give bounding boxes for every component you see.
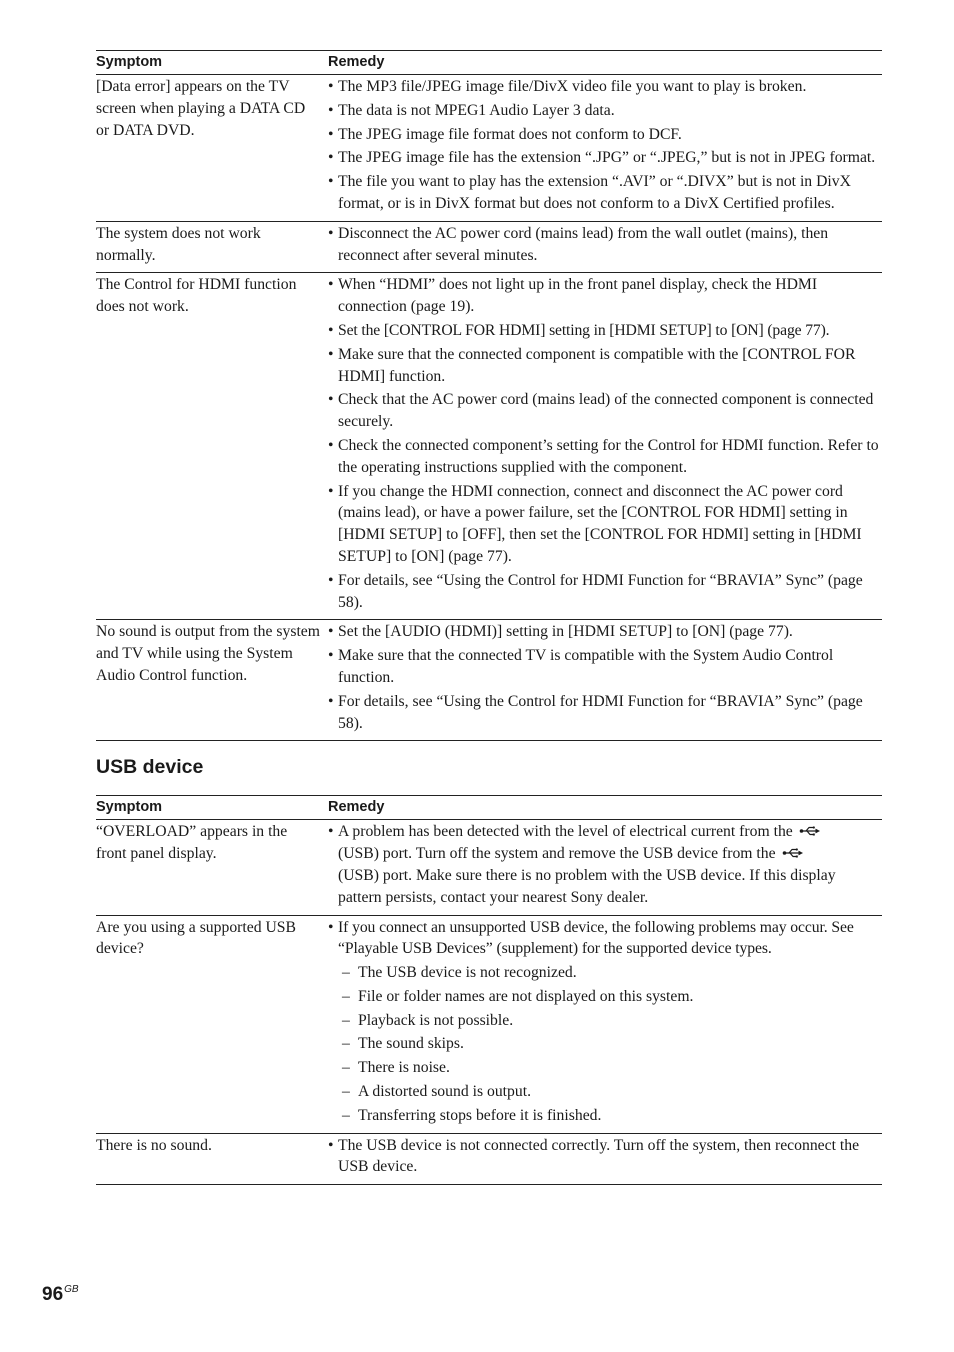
usb-icon bbox=[799, 825, 821, 837]
remedy-list bbox=[328, 76, 882, 215]
problem-item: – Transferring stops before it is finished. bbox=[328, 1105, 882, 1127]
remedy-item: • The data is not MPEG1 Audio Layer 3 data. bbox=[328, 100, 882, 122]
remedy-item: • Set the [AUDIO (HDMI)] setting in [HDMI SETUP] to [ON] (page 77). bbox=[328, 621, 882, 643]
table-row bbox=[96, 221, 882, 273]
page-number-value: 96 bbox=[42, 1284, 64, 1305]
remedy-item: • Check the connected component’s setting for the Control for HDMI function. Refer to the operating instructions supplied with the component. bbox=[328, 435, 882, 479]
symptom-cell: There is no sound. bbox=[96, 1133, 328, 1185]
remedy-item: • Set the [CONTROL FOR HDMI] setting in [HDMI SETUP] to [ON] (page 77). bbox=[328, 320, 882, 342]
symptom-cell: “OVERLOAD” appears in the front panel display. bbox=[96, 820, 328, 915]
problem-item: – The USB device is not recognized. bbox=[328, 962, 882, 984]
remedy-cell bbox=[328, 1133, 882, 1185]
table-row bbox=[96, 915, 882, 1133]
problem-item: – Playback is not possible. bbox=[328, 1010, 882, 1032]
remedy-item: • The USB device is not connected correctly. Turn off the system, then reconnect the USB device. bbox=[328, 1135, 882, 1179]
remedy-item: • The JPEG image file has the extension “.JPG” or “.JPEG,” but is not in JPEG format. bbox=[328, 147, 882, 169]
table-row bbox=[96, 273, 882, 620]
page-number bbox=[42, 1284, 79, 1306]
symptom-header: Symptom bbox=[96, 51, 328, 75]
remedy-text: A problem has been detected with the level of electrical current from the bbox=[338, 823, 793, 841]
remedy-item: • For details, see “Using the Control for HDMI Function for “BRAVIA” Sync” (page 58). bbox=[328, 691, 882, 735]
problem-item: – A distorted sound is output. bbox=[328, 1081, 882, 1103]
remedy-text: (USB) port. Turn off the system and remove the USB device from the bbox=[338, 845, 776, 863]
problem-item: – There is noise. bbox=[328, 1057, 882, 1079]
problem-item: – The sound skips. bbox=[328, 1033, 882, 1055]
symptom-cell: No sound is output from the system and TV while using the System Audio Control function. bbox=[96, 620, 328, 741]
remedy-item: • Make sure that the connected TV is compatible with the System Audio Control function. bbox=[328, 645, 882, 689]
table-row bbox=[96, 620, 882, 741]
table-row bbox=[96, 75, 882, 222]
remedy-list bbox=[328, 917, 882, 1127]
table-header-row bbox=[96, 796, 882, 820]
remedy-cell bbox=[328, 820, 882, 915]
remedy-item: • Make sure that the connected component is compatible with the [CONTROL FOR HDMI] function. bbox=[328, 344, 882, 388]
remedy-cell bbox=[328, 273, 882, 620]
page-number-suffix: GB bbox=[64, 1284, 79, 1295]
symptom-cell: The system does not work normally. bbox=[96, 221, 328, 273]
remedy-item: • Disconnect the AC power cord (mains lead) from the wall outlet (mains), then reconnect after several minutes. bbox=[328, 223, 882, 267]
symptom-cell: The Control for HDMI function does not work. bbox=[96, 273, 328, 620]
troubleshooting-table-general bbox=[96, 50, 882, 741]
remedy-text: (USB) port. Make sure there is no problem with the USB device. If this display pattern persists, contact your nearest Sony dealer. bbox=[338, 866, 836, 906]
remedy-cell bbox=[328, 75, 882, 222]
symptom-cell: Are you using a supported USB device? bbox=[96, 915, 328, 1133]
remedy-item: • For details, see “Using the Control for HDMI Function for “BRAVIA” Sync” (page 58). bbox=[328, 570, 882, 614]
remedy-header: Remedy bbox=[328, 796, 882, 820]
remedy-list bbox=[328, 621, 882, 734]
remedy-list bbox=[328, 821, 882, 908]
remedy-header: Remedy bbox=[328, 51, 882, 75]
table-row bbox=[96, 820, 882, 915]
problem-item: – File or folder names are not displayed on this system. bbox=[328, 986, 882, 1008]
remedy-list bbox=[328, 223, 882, 267]
remedy-cell bbox=[328, 620, 882, 741]
remedy-list bbox=[328, 1135, 882, 1179]
page-content bbox=[96, 50, 882, 1185]
remedy-item: • Check that the AC power cord (mains lead) of the connected component is connected securely. bbox=[328, 389, 882, 433]
remedy-cell bbox=[328, 221, 882, 273]
troubleshooting-table-usb bbox=[96, 795, 882, 1185]
remedy-item: • When “HDMI” does not light up in the front panel display, check the HDMI connection (page 19). bbox=[328, 274, 882, 318]
usb-icon bbox=[782, 847, 804, 859]
remedy-item: • The file you want to play has the extension “.AVI” or “.DIVX” but is not in DivX format, or is in DivX format but does not conform to a DivX Certified profiles. bbox=[328, 171, 882, 215]
remedy-item: • The MP3 file/JPEG image file/DivX video file you want to play is broken. bbox=[328, 76, 882, 98]
remedy-cell bbox=[328, 915, 882, 1133]
remedy-item: • If you connect an unsupported USB device, the following problems may occur. See “Playable USB Devices” (supplement) for the supported device types. bbox=[328, 917, 882, 961]
table-header-row bbox=[96, 51, 882, 75]
remedy-item: • The JPEG image file format does not conform to DCF. bbox=[328, 124, 882, 146]
remedy-list bbox=[328, 274, 882, 613]
section-heading-usb-device: USB device bbox=[96, 756, 204, 779]
symptom-cell: [Data error] appears on the TV screen when playing a DATA CD or DATA DVD. bbox=[96, 75, 328, 222]
symptom-header: Symptom bbox=[96, 796, 328, 820]
table-row bbox=[96, 1133, 882, 1185]
remedy-item: • If you change the HDMI connection, connect and disconnect the AC power cord (mains lead), or have a power failure, set the [CONTROL FOR HDMI] setting in [HDMI SETUP] to [OFF], then set the [CONTROL FOR HDMI] setting in [HDMI SETUP] to [ON] (page 77). bbox=[328, 481, 882, 568]
remedy-item bbox=[328, 821, 882, 908]
